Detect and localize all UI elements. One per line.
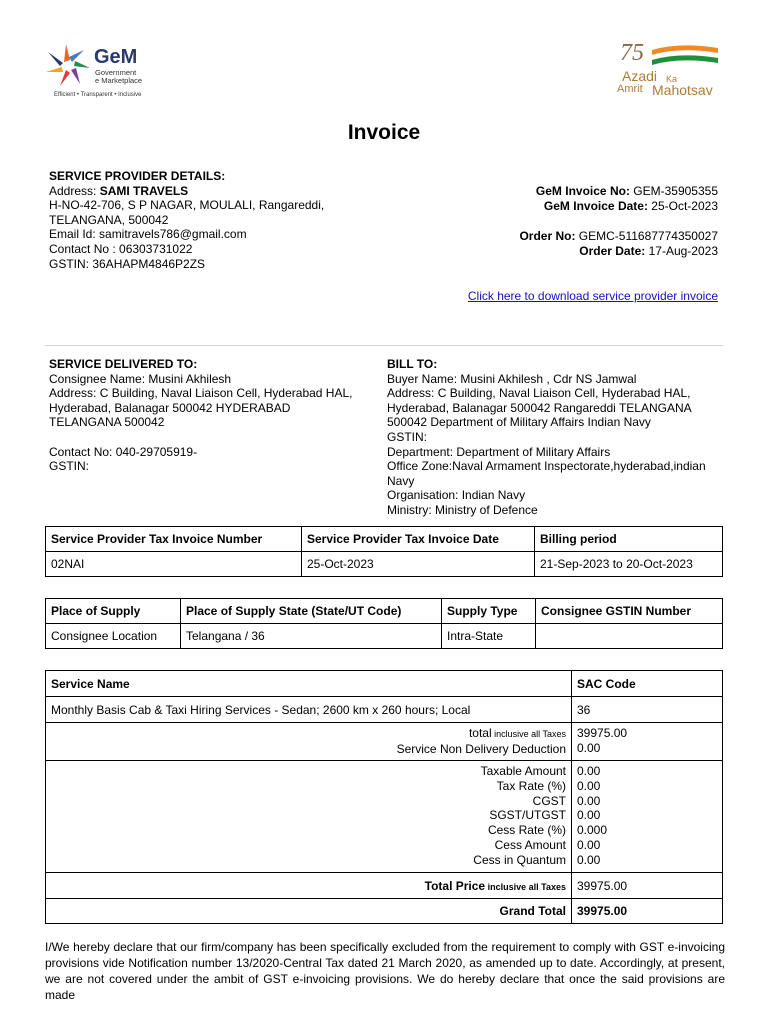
azadi-logo-word4: Mahotsav	[652, 82, 713, 98]
bill-address-3: 500042 Department of Military Affairs Indian Navy	[387, 415, 651, 430]
cell-consignee-gstin	[536, 624, 723, 649]
order-no-value: GEMC-511687774350027	[575, 229, 718, 243]
table-row	[46, 552, 723, 577]
tax-labels	[46, 761, 572, 873]
tax-rate-label: Tax Rate (%)	[496, 778, 566, 793]
provider-address-line	[49, 184, 324, 199]
provider-name: SAMI TRAVELS	[99, 183, 189, 198]
provider-contact: Contact No : 06303731022	[49, 241, 193, 256]
header-sac-code: SAC Code	[572, 671, 723, 697]
sgst-value: 0.00	[577, 808, 601, 823]
gem-logo-line1: Government	[95, 68, 137, 77]
service-provider-details	[49, 169, 324, 271]
tax-invoice-table	[45, 526, 723, 577]
tax-row	[46, 761, 723, 873]
cess-amount-label: Cess Amount	[494, 837, 566, 852]
download-provider-invoice-link[interactable]: Click here to download service provider invoice	[467, 289, 718, 303]
total-label-suffix: inclusive all Taxes	[491, 729, 566, 739]
totals-labels	[46, 723, 572, 761]
totals-values	[572, 723, 723, 761]
bill-address-2: Hyderabad, Balanagar 500042 Rangareddi TELANGANA	[387, 400, 692, 415]
provider-email: Email Id: samitravels786@gmail.com	[49, 227, 247, 242]
gem-invoice-no-value: GEM-35905355	[629, 184, 718, 198]
azadi-logo-word2: Ka	[666, 74, 678, 84]
delivered-gstin: GSTIN:	[49, 459, 90, 474]
bill-heading: BILL TO:	[387, 357, 438, 371]
gem-star-icon	[44, 42, 92, 88]
cess-rate-label: Cess Rate (%)	[487, 823, 566, 838]
provider-addr1: H-NO-42-706, S P NAGAR, MOULALI, Rangareddi,	[49, 198, 325, 213]
service-non-delivery-value: 0.00	[577, 741, 601, 755]
taxable-amount-label: Taxable Amount	[480, 764, 566, 778]
provider-gstin: GSTIN: 36AHAPM4846P2ZS	[49, 256, 206, 271]
total-price-label-text: Total Price	[424, 878, 486, 893]
order-no-label: Order No:	[519, 229, 576, 243]
azadi-logo-75: 75	[620, 40, 644, 66]
declaration-text: I/We hereby declare that our firm/company has been specifically excluded from the requirement to comply with GST e-invoicing provisions vide Notification number 13/2020-Central Tax dated 21 March 2020, as amended up to date. Accordingly, at present, we are not covered under the ambit of GST e-invoicing provisions. We do hereby declare that once the said provisions are made	[45, 940, 725, 1002]
place-of-supply-table	[45, 598, 723, 649]
tax-values	[572, 761, 723, 873]
delivered-spacer	[49, 430, 353, 445]
cell-billing-period: 21-Sep-2023 to 20-Oct-2023	[535, 552, 723, 577]
total-price-value: 39975.00	[572, 873, 723, 899]
header-supply-type: Supply Type	[442, 599, 536, 624]
grand-total-label: Grand Total	[46, 899, 572, 924]
gem-logo-tagline: Efficient • Transparent • Inclusive	[54, 92, 142, 98]
delivered-contact: Contact No: 040-29705919-	[49, 444, 198, 459]
delivered-heading: SERVICE DELIVERED TO:	[49, 357, 198, 371]
cell-service-name: Monthly Basis Cab & Taxi Hiring Services - Sedan; 2600 km x 260 hours; Local	[46, 697, 572, 723]
header-tax-invoice-number: Service Provider Tax Invoice Number	[46, 527, 302, 552]
bill-ministry: Ministry: Ministry of Defence	[387, 502, 538, 517]
cell-place-of-supply: Consignee Location	[46, 624, 181, 649]
cgst-value: 0.00	[577, 793, 601, 808]
tax-rate-value: 0.00	[577, 778, 601, 793]
gem-logo-subtitle	[95, 69, 142, 85]
delivered-address-1: Address: C Building, Naval Liaison Cell, Hyderabad HAL,	[49, 386, 353, 401]
order-date-label: Order Date:	[579, 244, 646, 258]
cess-rate-value: 0.000	[577, 823, 608, 838]
bill-buyer-name: Buyer Name: Musini Akhilesh , Cdr NS Jamwal	[387, 371, 637, 386]
tricolor-flag-icon	[650, 44, 720, 68]
gem-logo-line2: e Marketplace	[95, 76, 143, 85]
header-supply-state: Place of Supply State (State/UT Code)	[181, 599, 442, 624]
grand-total-value: 39975.00	[572, 899, 723, 924]
header-service-name: Service Name	[46, 671, 572, 697]
sgst-label: SGST/UTGST	[489, 808, 566, 823]
cell-supply-type: Intra-State	[442, 624, 536, 649]
cell-tax-invoice-number: 02NAI	[46, 552, 302, 577]
table-header-row	[46, 671, 723, 697]
gem-invoice-date-label: GeM Invoice Date:	[543, 199, 648, 213]
page-title: Invoice	[347, 121, 421, 144]
totals-row	[46, 723, 723, 761]
cess-amount-value: 0.00	[577, 837, 601, 852]
delivered-address-2: Hyderabad, Balanagar 500042 HYDERABAD	[49, 400, 291, 415]
total-label-text: total	[468, 726, 492, 740]
service-non-delivery-label: Service Non Delivery Deduction	[396, 742, 566, 756]
delivered-consignee-name: Consignee Name: Musini Akhilesh	[49, 371, 232, 386]
order-date	[519, 244, 718, 259]
cess-quantum-value: 0.00	[577, 852, 601, 867]
azadi-logo-word3: Amrit	[617, 83, 643, 95]
divider	[45, 345, 723, 346]
provider-address-label: Address:	[49, 183, 100, 198]
header-billing-period: Billing period	[535, 527, 723, 552]
bill-office-zone: Office Zone:Naval Armament Inspectorate,hyderabad,indian	[387, 459, 706, 474]
table-header-row	[46, 599, 723, 624]
cell-sac-code: 36	[572, 697, 723, 723]
total-value: 39975.00	[577, 726, 628, 740]
bill-address-1: Address: C Building, Naval Liaison Cell, Hyderabad HAL,	[387, 386, 691, 401]
order-date-value: 17-Aug-2023	[645, 244, 718, 258]
cell-supply-state: Telangana / 36	[181, 624, 442, 649]
service-table	[45, 670, 723, 924]
delivered-address-3: TELANGANA 500042	[49, 415, 165, 430]
gem-logo-name: GeM	[94, 46, 138, 68]
total-price-label	[46, 873, 572, 899]
table-row	[46, 624, 723, 649]
provider-heading: SERVICE PROVIDER DETAILS:	[49, 169, 226, 183]
header-place-of-supply: Place of Supply	[46, 599, 181, 624]
bill-department: Department: Department of Military Affairs	[387, 444, 611, 459]
cell-tax-invoice-date: 25-Oct-2023	[302, 552, 535, 577]
bill-gstin: GSTIN:	[387, 429, 428, 444]
bill-to	[387, 357, 706, 518]
header-tax-invoice-date: Service Provider Tax Invoice Date	[302, 527, 535, 552]
total-label	[51, 726, 566, 742]
service-delivered-to	[49, 357, 353, 474]
cgst-label: CGST	[532, 793, 566, 808]
gem-invoice-date	[519, 199, 718, 214]
table-header-row	[46, 527, 723, 552]
gem-invoice-no	[519, 184, 718, 199]
bill-office-zone-cont: Navy	[387, 473, 415, 488]
taxable-amount-value: 0.00	[577, 764, 601, 778]
gem-logo	[44, 42, 174, 102]
azadi-ka-amrit-mahotsav-logo	[612, 40, 727, 100]
cess-quantum-label: Cess in Quantum	[473, 852, 566, 867]
gem-invoice-no-label: GeM Invoice No:	[535, 184, 630, 198]
total-price-row	[46, 873, 723, 899]
invoice-meta	[519, 184, 718, 259]
table-row	[46, 697, 723, 723]
azadi-logo-word1: Azadi	[622, 68, 658, 84]
grand-total-row	[46, 899, 723, 924]
provider-addr2: TELANGANA, 500042	[49, 212, 169, 227]
order-no	[519, 229, 718, 244]
gem-invoice-date-value: 25-Oct-2023	[647, 199, 718, 213]
bill-organisation: Organisation: Indian Navy	[387, 488, 526, 503]
header-consignee-gstin: Consignee GSTIN Number	[536, 599, 723, 624]
total-price-label-suffix: inclusive all Taxes	[485, 881, 566, 892]
